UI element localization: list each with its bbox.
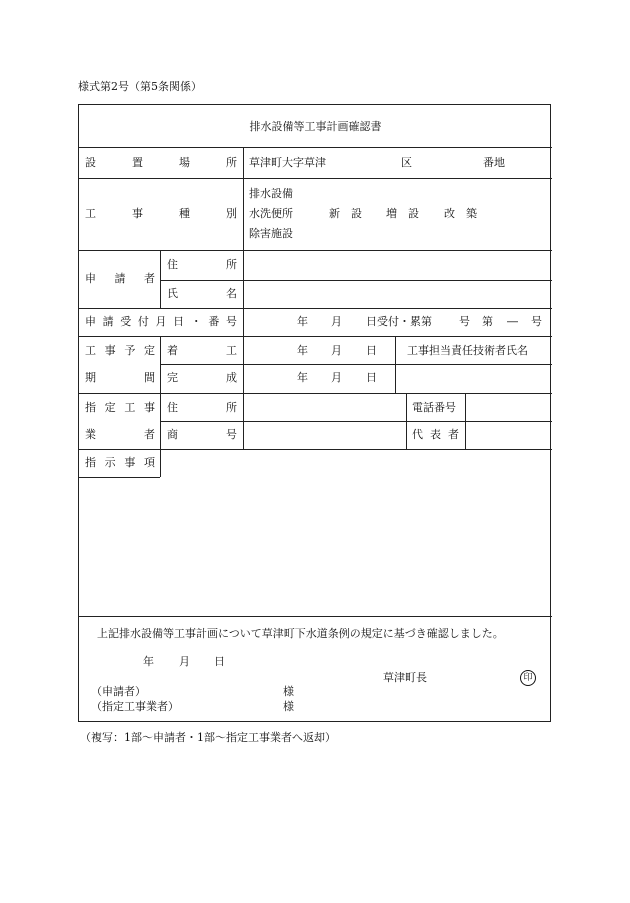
schedule-start-label: 着 工	[167, 344, 237, 357]
work-type-option-rebuild: 改 築	[444, 207, 477, 220]
confirmation-month: 月	[179, 655, 190, 668]
work-type-label: 工 事 種 別	[85, 207, 237, 220]
applicant-label: 申 請 者	[85, 272, 155, 285]
reception-dash: ―	[507, 315, 518, 328]
row-divider	[79, 393, 552, 394]
applicant-address-label: 住 所	[167, 258, 237, 271]
location-ku: 区	[401, 156, 412, 169]
row-divider	[79, 616, 552, 617]
engineer-label: 工事担当責任技術者氏名	[407, 344, 528, 357]
row-divider	[79, 308, 552, 309]
location-label: 設 置 場 所	[85, 156, 237, 169]
row-divider	[79, 147, 552, 148]
col-divider	[243, 147, 244, 336]
contractor-label-line1: 指 定 工 事	[85, 401, 155, 414]
reception-number: 号	[459, 315, 470, 328]
row-divider	[160, 421, 552, 422]
reception-year: 年	[297, 315, 308, 328]
contractor-label-line2: 業 者	[85, 428, 155, 441]
location-banchi: 番地	[483, 156, 505, 169]
contractor-honorific: 様	[283, 700, 294, 713]
confirmation-day: 日	[214, 655, 225, 668]
row-divider	[79, 477, 160, 478]
row-divider	[79, 336, 552, 337]
location-town: 草津町大字草津	[249, 156, 326, 169]
applicant-name-label: 氏 名	[167, 287, 237, 300]
schedule-label-line2: 期 間	[85, 371, 155, 384]
col-divider	[160, 250, 161, 308]
applicant-honorific: 様	[283, 685, 294, 698]
col-divider	[243, 336, 244, 449]
contractor-phone-label: 電話番号	[412, 401, 456, 414]
instructions-label: 指 示 事 項	[85, 456, 155, 469]
confirmation-year: 年	[143, 655, 154, 668]
work-type-option-expand: 増 設	[386, 207, 419, 220]
row-divider	[160, 364, 552, 365]
mayor-title: 草津町長	[383, 671, 427, 684]
work-type-option-new: 新 設	[329, 207, 362, 220]
to-contractor: （指定工事業者）	[91, 700, 179, 713]
form-title: 排水設備等工事計画確認書	[249, 120, 382, 133]
row-divider	[79, 178, 552, 179]
reception-day: 日受付・累第	[366, 315, 432, 328]
to-applicant: （申請者）	[91, 685, 146, 698]
schedule-end-label: 完 成	[167, 371, 237, 384]
schedule-label-line1: 工 事 予 定	[85, 344, 155, 357]
col-divider	[160, 336, 161, 477]
col-divider	[406, 393, 407, 449]
contractor-trade-name-label: 商 号	[167, 428, 237, 441]
contractor-rep-label: 代 表 者	[412, 428, 459, 441]
col-divider	[465, 393, 466, 449]
schedule-end-month: 月	[331, 371, 342, 384]
reception-month: 月	[331, 315, 342, 328]
footnote: （複写：1部～申請者・1部～指定工事業者へ返却）	[80, 731, 336, 744]
form-number: 様式第2号（第5条関係）	[78, 80, 202, 93]
schedule-start-day: 日	[366, 344, 377, 357]
work-type-item-pollution-control: 除害施設	[249, 227, 293, 240]
seal-mark: 印	[520, 670, 536, 686]
reception-dai: 第	[482, 315, 493, 328]
col-divider	[395, 336, 396, 393]
schedule-start-month: 月	[331, 344, 342, 357]
row-divider	[160, 280, 552, 281]
work-type-item-drainage: 排水設備	[249, 187, 293, 200]
confirmation-form	[78, 104, 551, 722]
reception-go: 号	[531, 315, 542, 328]
confirmation-statement: 上記排水設備等工事計画について草津町下水道条例の規定に基づき確認しました。	[97, 627, 504, 640]
reception-label: 申 請 受 付 月 日 ・ 番 号	[85, 315, 237, 328]
row-divider	[79, 449, 552, 450]
schedule-start-year: 年	[297, 344, 308, 357]
schedule-end-year: 年	[297, 371, 308, 384]
row-divider	[79, 250, 552, 251]
contractor-address-label: 住 所	[167, 401, 237, 414]
schedule-end-day: 日	[366, 371, 377, 384]
work-type-item-flush-toilet: 水洗便所	[249, 207, 293, 220]
